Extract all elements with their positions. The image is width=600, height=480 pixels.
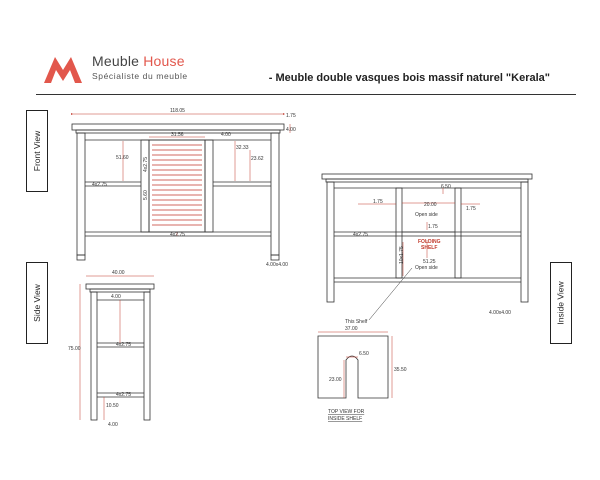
top-view-dimensions [318, 332, 392, 398]
svg-text:51.25: 51.25 [423, 259, 436, 265]
svg-text:This Shelf: This Shelf [345, 319, 368, 325]
svg-text:4.00: 4.00 [286, 127, 296, 133]
brand-tagline: Spécialiste du meuble [92, 71, 188, 81]
side-labels [68, 270, 131, 428]
svg-text:4x2.75: 4x2.75 [143, 156, 149, 172]
top-view-labels [328, 326, 407, 422]
svg-text:23.00: 23.00 [329, 377, 342, 383]
page-title: - Meuble double vasques bois massif naturel "Kerala" [268, 72, 550, 84]
inside-labels [345, 184, 511, 325]
svg-text:20.00: 20.00 [424, 202, 437, 208]
svg-text:TOP VIEW FOR: TOP VIEW FOR [328, 409, 365, 415]
front-view [72, 124, 284, 260]
svg-text:4.00: 4.00 [221, 132, 231, 138]
svg-text:SHELF: SHELF [421, 245, 438, 251]
inside-view [322, 174, 532, 302]
svg-text:1.75: 1.75 [373, 199, 383, 205]
this-shelf-leader [369, 268, 412, 320]
svg-text:5.60: 5.60 [143, 190, 149, 200]
inside-view-label: Inside View [550, 262, 572, 344]
svg-text:6.50: 6.50 [359, 351, 369, 357]
svg-text:1.75: 1.75 [466, 206, 476, 212]
side-view-label: Side View [26, 262, 48, 344]
svg-text:Open side: Open side [415, 265, 438, 271]
svg-text:32.33: 32.33 [236, 145, 249, 151]
brand-name: Meuble House [92, 53, 185, 69]
svg-text:4x2.75: 4x2.75 [92, 182, 108, 188]
svg-text:4.00: 4.00 [111, 294, 121, 300]
svg-text:4x2.75: 4x2.75 [353, 232, 369, 238]
svg-text:4x2.75: 4x2.75 [116, 342, 132, 348]
svg-text:35.50: 35.50 [394, 367, 407, 373]
top-view-shelf [318, 336, 388, 398]
svg-text:INSIDE SHELF: INSIDE SHELF [328, 416, 363, 422]
svg-text:4.00x4.00: 4.00x4.00 [266, 262, 288, 268]
svg-text:Open side: Open side [415, 212, 438, 218]
svg-text:10x1.75: 10x1.75 [399, 246, 405, 264]
svg-text:23.62: 23.62 [251, 156, 264, 162]
svg-text:37.00: 37.00 [345, 326, 358, 332]
front-view-label: Front View [26, 110, 48, 192]
svg-text:75.00: 75.00 [68, 346, 81, 352]
svg-text:118.05: 118.05 [170, 108, 185, 114]
svg-text:31.56: 31.56 [171, 132, 184, 138]
svg-text:FOLDING: FOLDING [418, 239, 441, 245]
svg-text:4.00: 4.00 [108, 422, 118, 428]
svg-text:10.50: 10.50 [106, 403, 119, 409]
svg-text:1.75: 1.75 [428, 224, 438, 230]
front-labels [92, 108, 296, 268]
svg-text:4.00x4.00: 4.00x4.00 [489, 310, 511, 316]
svg-text:1.75: 1.75 [286, 113, 296, 119]
svg-text:51.60: 51.60 [116, 155, 129, 161]
svg-text:4x2.75: 4x2.75 [116, 392, 132, 398]
svg-text:6.50: 6.50 [441, 184, 451, 190]
svg-text:4x2.75: 4x2.75 [170, 232, 186, 238]
svg-text:40.00: 40.00 [112, 270, 125, 276]
